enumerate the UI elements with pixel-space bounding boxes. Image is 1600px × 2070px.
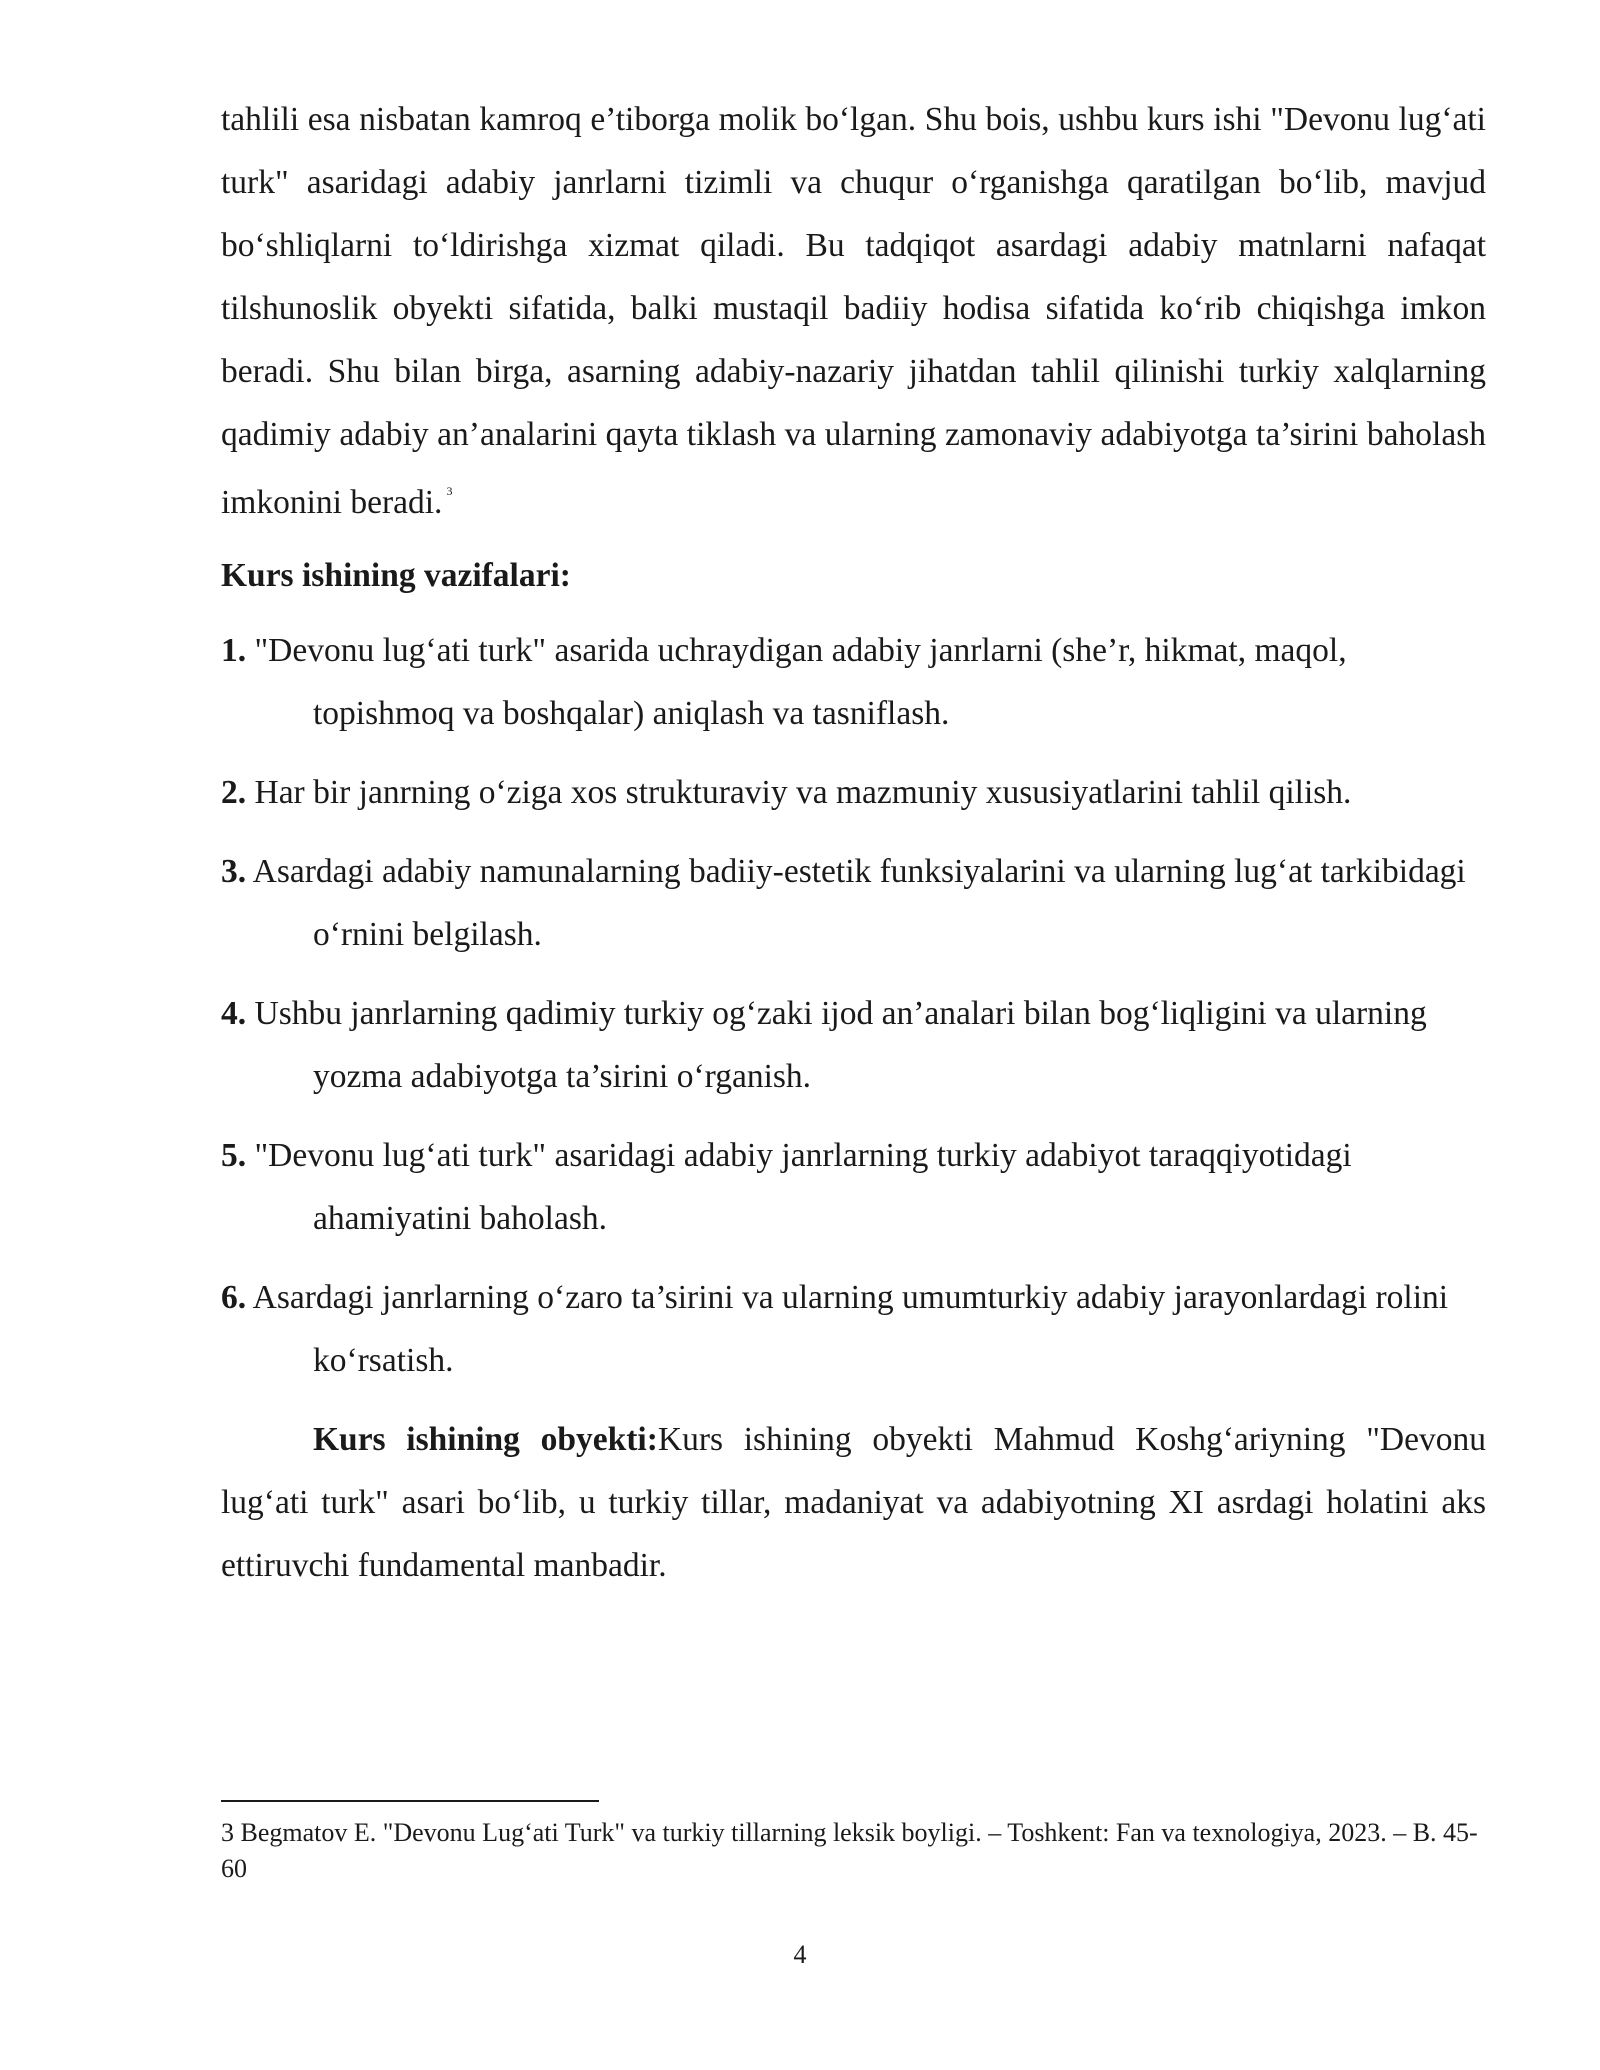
document-page (221, 88, 1486, 1597)
tasks-heading: Kurs ishining vazifalari: (221, 557, 571, 595)
task-text: Asardagi adabiy namunalarning badiiy-estetik funksiyalarini va ularning lug‘at tarkibidagi o‘rnini belgilash. (252, 853, 1466, 954)
task-number: 1. (221, 632, 247, 670)
task-number: 6. (221, 1279, 247, 1317)
task-number: 2. (221, 774, 247, 812)
task-text: Asardagi janrlarning o‘zaro ta’sirini va ularning umumturkiy adabiy jarayonlardagi rolini ko‘rsatish. (252, 1279, 1449, 1380)
task-item (221, 1266, 1486, 1392)
task-item (221, 761, 1486, 824)
footnote-text: 3 Begmatov E. "Devonu Lug‘ati Turk" va turkiy tillarning leksik boyligi. – Toshkent: Fan va texnologiya, 2023. – B. 45-60 (221, 1818, 1478, 1883)
task-number: 3. (221, 853, 247, 891)
object-text: Kurs ishining obyekti Mahmud Koshg‘ariyning "Devonu lug‘ati turk" asari bo‘lib, u turkiy tillar, madaniyat va adabiyotning XI asrdagi holatini aks ettiruvchi fundamental manbadir. (221, 1421, 1486, 1585)
task-item (221, 1124, 1486, 1250)
page-number: 4 (793, 1940, 807, 1969)
task-item (221, 840, 1486, 966)
task-number: 4. (221, 995, 247, 1033)
task-item (221, 619, 1486, 745)
intro-paragraph-text: tahlili esa nisbatan kamroq e’tiborga molik bo‘lgan. Shu bois, ushbu kurs ishi "Devonu lug‘ati turk" asaridagi adabiy janrlarni tizimli va chuqur o‘rganishga qaratilgan bo‘lib, mavjud bo‘shliqlarni to‘ldirishga xizmat qiladi. Bu tadqiqot asardagi adabiy matnlarni nafaqat tilshunoslik obyekti sifatida, balki mustaqil badiiy hodisa sifatida ko‘rib chiqishga imkon beradi. Shu bilan birga, asarning adabiy-nazariy jihatdan tahlil qilinishi turkiy xalqlarning qadimiy adabiy an’analarini qayta tiklash va ularning zamonaviy adabiyotga ta’sirini baholash imkonini beradi. (221, 101, 1486, 522)
object-paragraph (221, 1408, 1486, 1597)
task-item (221, 982, 1486, 1108)
task-text: Har bir janrning o‘ziga xos strukturaviy va mazmuniy xususiyatlarini tahlil qilish. (254, 774, 1352, 812)
intro-paragraph (221, 88, 1486, 534)
task-text: Ushbu janrlarning qadimiy turkiy og‘zaki ijod an’analari bilan bog‘liqligini va ularning yozma adabiyotga ta’sirini o‘rganish. (254, 995, 1427, 1096)
footnote-reference[interactable]: 3 (446, 484, 453, 498)
task-text: "Devonu lug‘ati turk" asaridagi adabiy janrlarning turkiy adabiyot taraqqiyotidagi ahamiyatini baholash. (254, 1137, 1352, 1238)
tasks-list (221, 619, 1486, 1392)
footnote-separator (221, 1800, 599, 1802)
object-label: Kurs ishining obyekti: (313, 1421, 658, 1459)
task-number: 5. (221, 1137, 247, 1175)
task-text: "Devonu lug‘ati turk" asarida uchraydigan adabiy janrlarni (she’r, hikmat, maqol, topishmoq va boshqalar) aniqlash va tasniflash. (254, 632, 1347, 733)
